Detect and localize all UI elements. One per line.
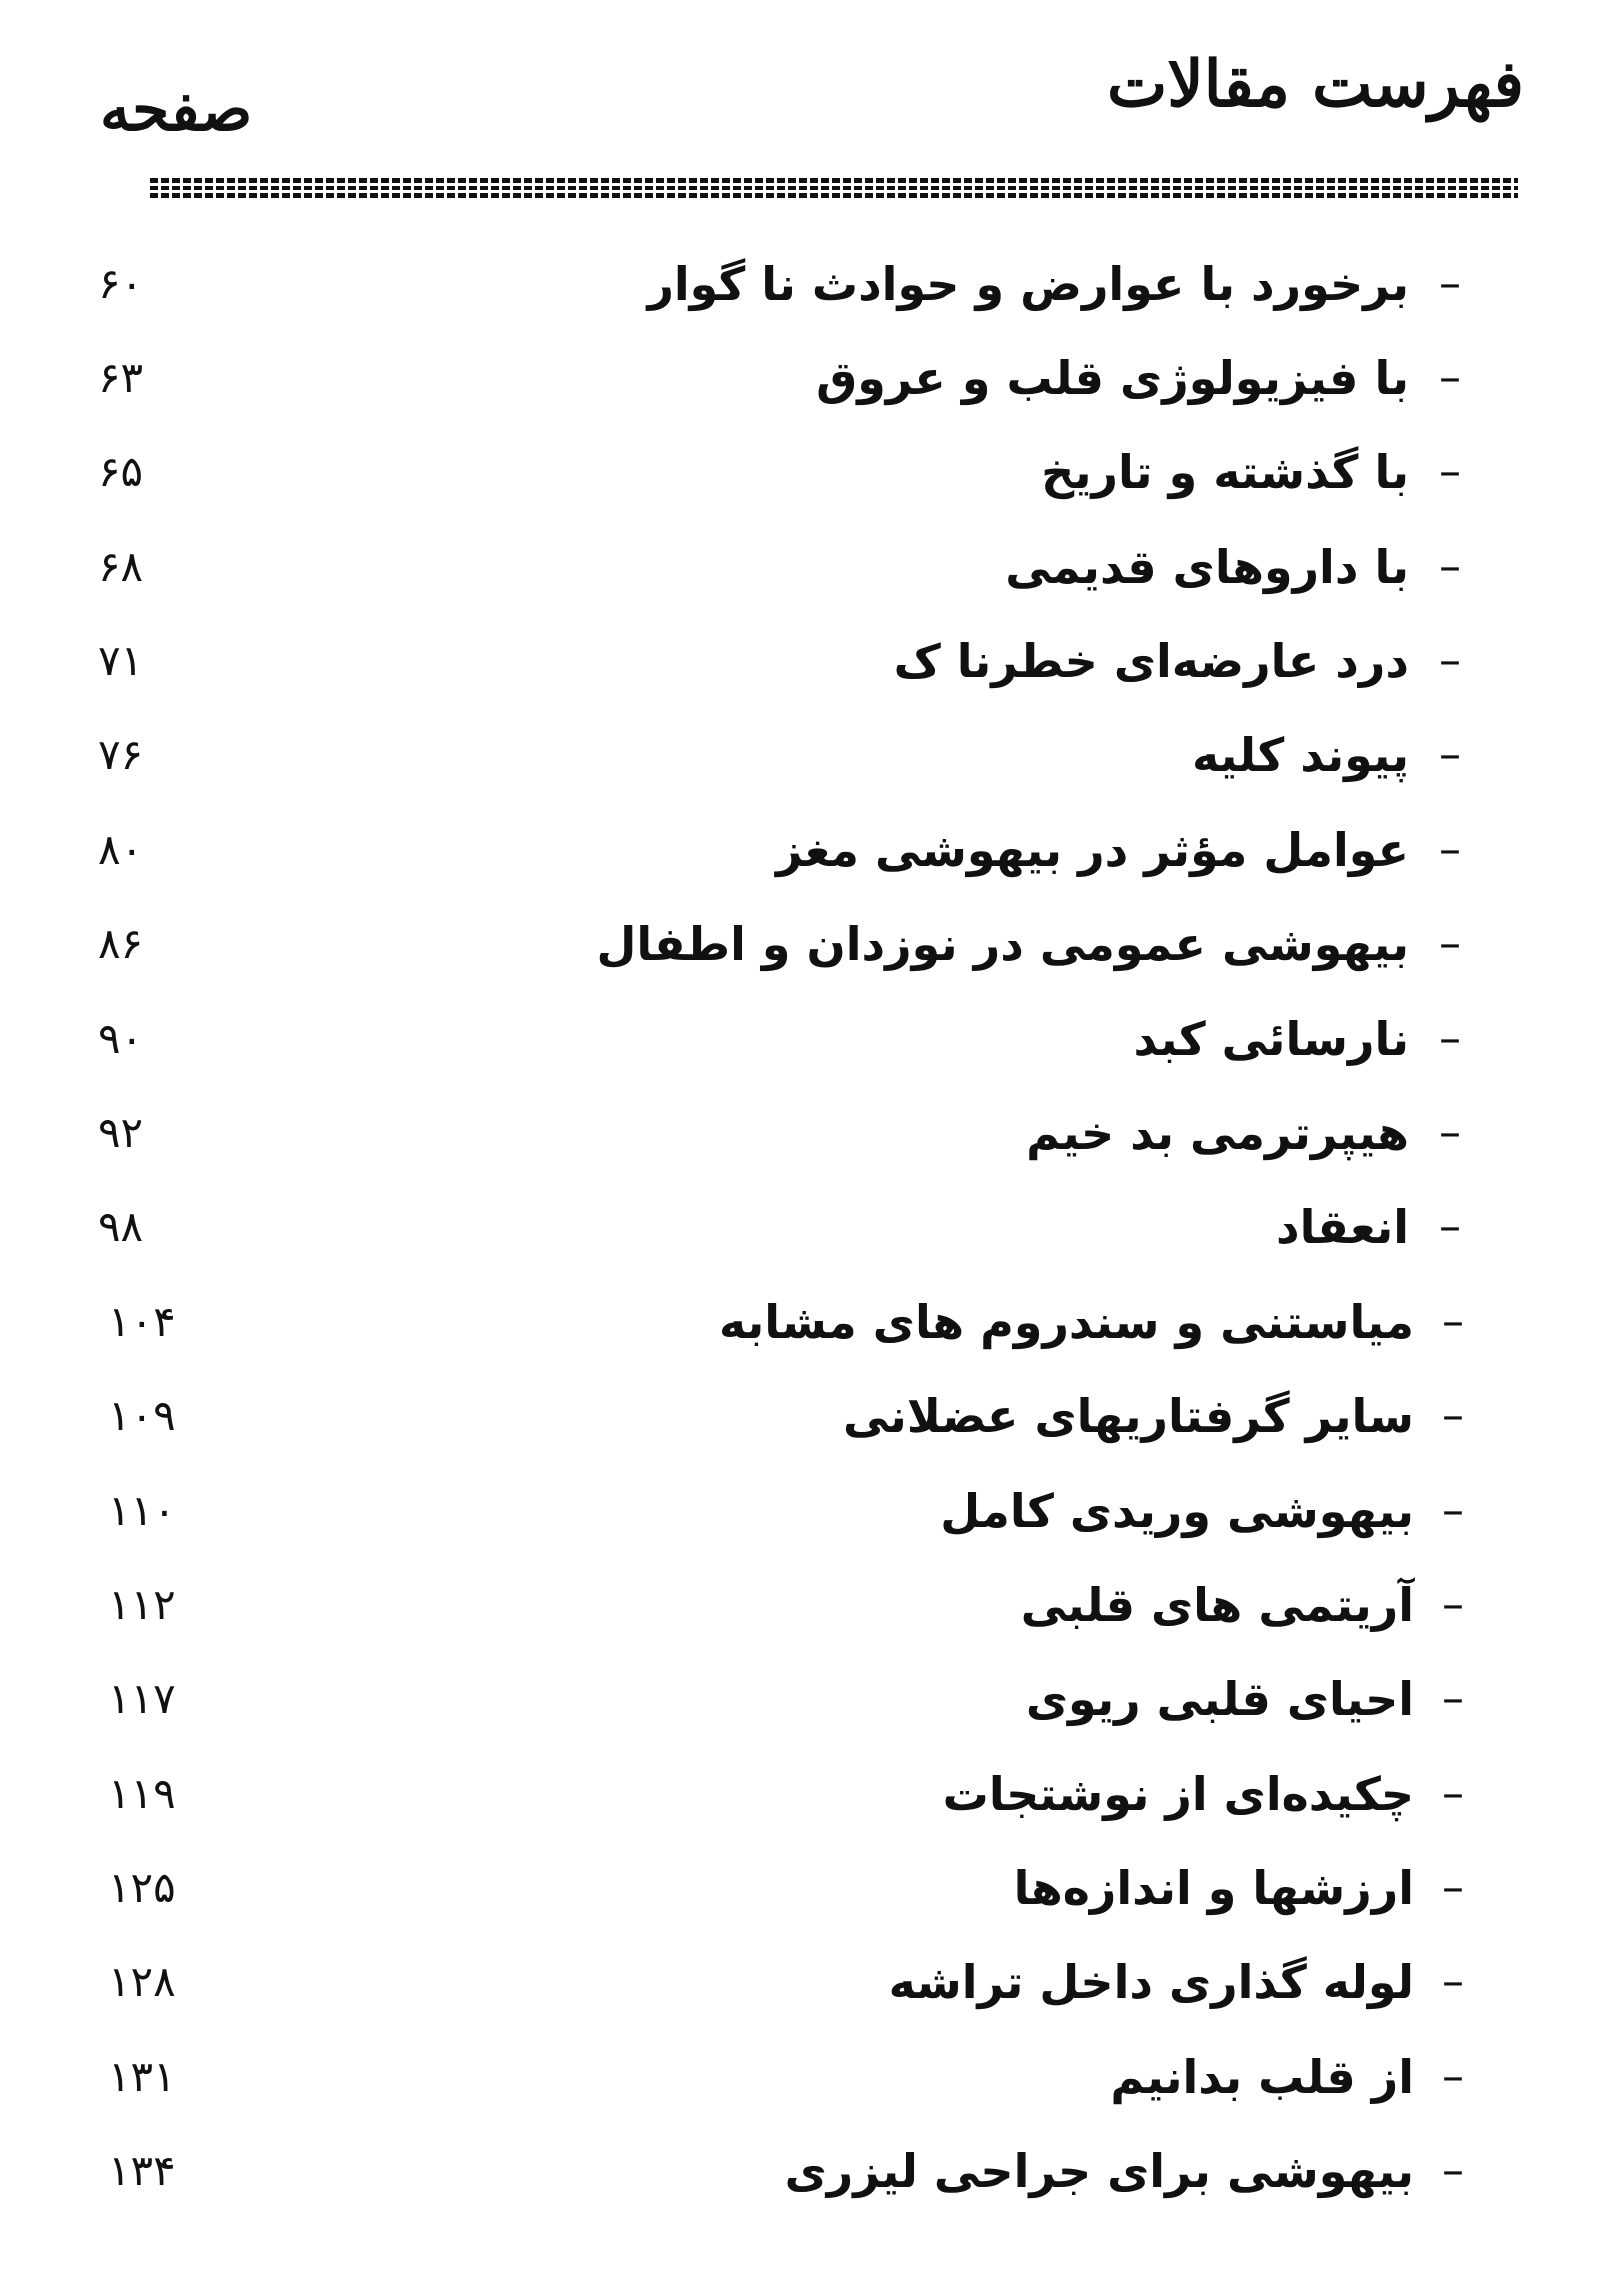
entry-title: احیای قلبی ریوی: [1025, 1672, 1414, 1726]
entry-dash: –: [1439, 918, 1461, 969]
entry-page-number: ۹۲: [98, 1108, 144, 1157]
entry-dash: –: [1442, 1296, 1464, 1347]
entry-title: پیوند کلیه: [1192, 728, 1409, 782]
entry-page-number: ۶۳: [98, 353, 144, 402]
entry-dash: –: [1439, 635, 1461, 686]
page-title: فهرست مقالات: [1106, 47, 1524, 122]
entry-title: از قلب بدانیم: [1110, 2050, 1414, 2104]
entry-dash: –: [1439, 824, 1461, 875]
entry-dash: –: [1442, 2145, 1464, 2196]
entry-page-number: ۶۰: [98, 259, 144, 308]
entry-page-number: ۶۸: [98, 542, 144, 591]
toc-entry: [0, 1754, 1619, 1834]
entry-title: هیپرترمی بد خیم: [1026, 1106, 1409, 1160]
entry-title: انعقاد: [1276, 1200, 1409, 1254]
toc-entry: [0, 1093, 1619, 1173]
entry-dash: –: [1442, 1768, 1464, 1819]
toc-entry: [0, 338, 1619, 418]
toc-entry: [0, 1471, 1619, 1551]
entry-title: درد عارضه‌ای خطرنا ک: [893, 634, 1409, 688]
entry-page-number: ۱۳۴: [108, 2146, 176, 2195]
toc-entry: [0, 1942, 1619, 2022]
entry-dash: –: [1442, 1862, 1464, 1913]
entry-page-number: ۹۸: [98, 1202, 144, 1251]
toc-entry: [0, 2037, 1619, 2117]
toc-entry: [0, 2131, 1619, 2211]
entry-title: لوله گذاری داخل تراشه: [888, 1955, 1414, 2009]
toc-entry: [0, 432, 1619, 512]
entry-page-number: ۱۱۲: [108, 1580, 176, 1629]
entry-page-number: ۱۱۰: [108, 1486, 176, 1535]
entry-dash: –: [1442, 1673, 1464, 1724]
entry-title: آریتمی های قلبی: [1020, 1578, 1414, 1632]
toc-entry: [0, 621, 1619, 701]
entry-title: نارسائی کبد: [1133, 1012, 1409, 1066]
toc-entry: [0, 1376, 1619, 1456]
entry-title: برخورد با عوارض و حوادث نا گوار: [647, 257, 1409, 311]
entry-page-number: ۶۵: [98, 447, 144, 496]
entry-page-number: ۸۰: [98, 825, 144, 874]
entry-dash: –: [1442, 1485, 1464, 1536]
toc-entry: [0, 1187, 1619, 1267]
entry-title: با فیزیولوژی قلب و عروق: [816, 351, 1409, 405]
entry-dash: –: [1439, 1107, 1461, 1158]
toc-entry: [0, 1659, 1619, 1739]
entry-dash: –: [1439, 446, 1461, 497]
toc-entry: [0, 527, 1619, 607]
entry-page-number: ۱۲۵: [108, 1863, 176, 1912]
entry-dash: –: [1439, 1201, 1461, 1252]
entry-title: با داروهای قدیمی: [1005, 540, 1409, 594]
toc-entry: [0, 1565, 1619, 1645]
page-column-header: صفحه: [100, 75, 253, 145]
toc-entry: [0, 810, 1619, 890]
toc-entry: [0, 244, 1619, 324]
entry-page-number: ۹۰: [98, 1014, 144, 1063]
entry-title: ارزشها و اندازه‌ها: [1013, 1861, 1414, 1915]
entry-dash: –: [1439, 541, 1461, 592]
entry-title: با گذشته و تاریخ: [1041, 445, 1409, 499]
entry-title: چکیده‌ای از نوشتجات: [942, 1767, 1414, 1821]
entry-page-number: ۱۰۴: [108, 1297, 176, 1346]
entry-title: بیهوشی وریدی کامل: [940, 1484, 1414, 1538]
entry-title: بیهوشی برای جراحی لیزری: [784, 2144, 1414, 2198]
toc-entry: [0, 999, 1619, 1079]
entry-page-number: ۱۱۷: [108, 1674, 176, 1723]
entry-page-number: ۷۱: [98, 636, 144, 685]
entry-title: سایر گرفتاریهای عضلانی: [842, 1389, 1414, 1443]
entry-title: بیهوشی عمومی در نوزدان و اطفال: [596, 917, 1409, 971]
entry-dash: –: [1439, 1013, 1461, 1064]
toc-entry: [0, 715, 1619, 795]
entry-page-number: ۱۲۸: [108, 1957, 176, 2006]
entry-page-number: ۱۰۹: [108, 1391, 176, 1440]
entry-dash: –: [1442, 1390, 1464, 1441]
entry-dash: –: [1442, 2051, 1464, 2102]
toc-entry: [0, 1282, 1619, 1362]
entry-page-number: ۱۱۹: [108, 1769, 176, 1818]
entry-dash: –: [1442, 1956, 1464, 2007]
entry-dash: –: [1442, 1579, 1464, 1630]
entry-dash: –: [1439, 729, 1461, 780]
entry-page-number: ۷۶: [98, 730, 144, 779]
entry-dash: –: [1439, 258, 1461, 309]
entry-dash: –: [1439, 352, 1461, 403]
entry-title: عوامل مؤثر در بیهوشی مغز: [775, 823, 1409, 877]
toc-entry: [0, 904, 1619, 984]
entry-title: میاستنی و سندروم های مشابه: [719, 1295, 1414, 1349]
entry-page-number: ۸۶: [98, 919, 144, 968]
toc-entry: [0, 1848, 1619, 1928]
entry-page-number: ۱۳۱: [108, 2052, 176, 2101]
